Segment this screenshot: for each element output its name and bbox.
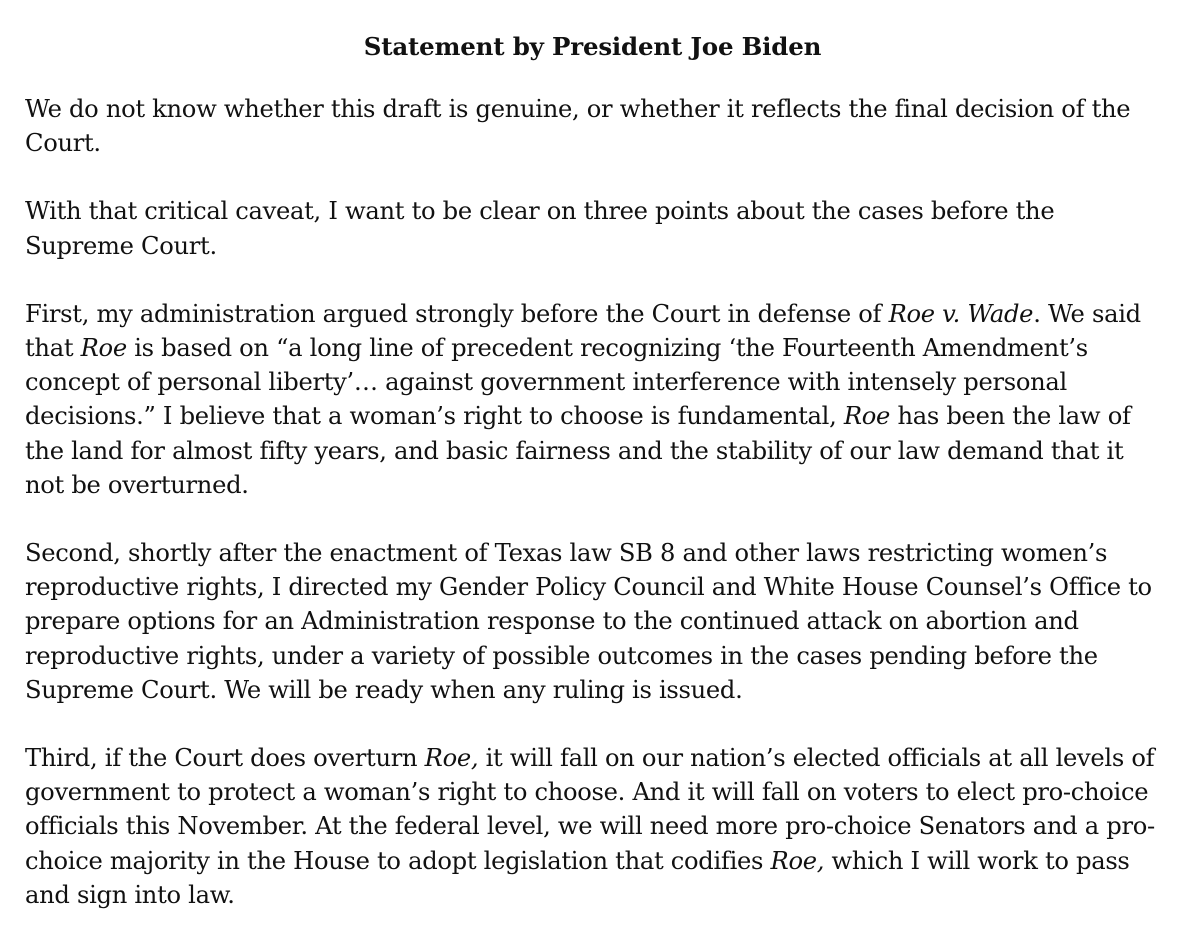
case-name-italic: Roe xyxy=(80,334,127,363)
paragraph-text: With that critical caveat, I want to be clear on three points about the cases before the Supreme Court. xyxy=(25,197,1055,260)
case-name-italic: Roe, xyxy=(770,846,825,875)
paragraph-text: has been the law of the land for almost fifty years, and basic fairness and the stability of our law demand that it not be overturned. xyxy=(25,402,1131,499)
paragraph-2 xyxy=(25,194,1160,262)
paragraph-text: . We said that xyxy=(25,299,1141,363)
case-name-italic: Roe, xyxy=(424,744,479,773)
paragraph-text: We do not know whether this draft is genuine, or whether it reflects the final decision of the Court. xyxy=(25,95,1131,158)
paragraph-5 xyxy=(25,741,1160,912)
paragraph-text: Second, shortly after the enactment of Texas law SB 8 and other laws restricting women’s reproductive rights, I directed my Gender Policy Council and White House Counsel’s Office to prepare options for an Administration response to the continued attack on abortion and reproductive rights, under a variety of possible outcomes in the cases pending before the Supreme Court. We will be ready when any ruling is issued. xyxy=(25,539,1152,704)
statement-title: Statement by President Joe Biden xyxy=(363,32,822,61)
paragraph-4 xyxy=(25,536,1160,707)
case-name-italic: Roe xyxy=(843,402,891,431)
paragraph-text: which I will work to pass and sign into law. xyxy=(25,846,1130,909)
case-name-italic: Roe v. Wade xyxy=(888,299,1034,328)
statement-document xyxy=(25,30,1160,912)
paragraph-text: is based on “a long line of precedent recognizing ‘the Fourteenth Amendment’s concept of personal liberty’… against government interference with intensely personal decisions.” I believe that a woman’s right to choose is fundamental, xyxy=(25,334,1088,431)
paragraph-1 xyxy=(25,92,1160,160)
paragraph-text: Third, if the Court does overturn xyxy=(25,744,425,773)
paragraph-3 xyxy=(25,297,1160,502)
paragraph-text: First, my administration argued strongly before the Court in defense of xyxy=(25,299,889,328)
paragraph-text: it will fall on our nation’s elected officials at all levels of government to protect a woman’s right to choose. And it will fall on voters to elect pro-choice officials this November. At the federal level, we will need more pro-choice Senators and a pro-choice majority in the House to adopt legislation that codifies xyxy=(25,744,1155,875)
